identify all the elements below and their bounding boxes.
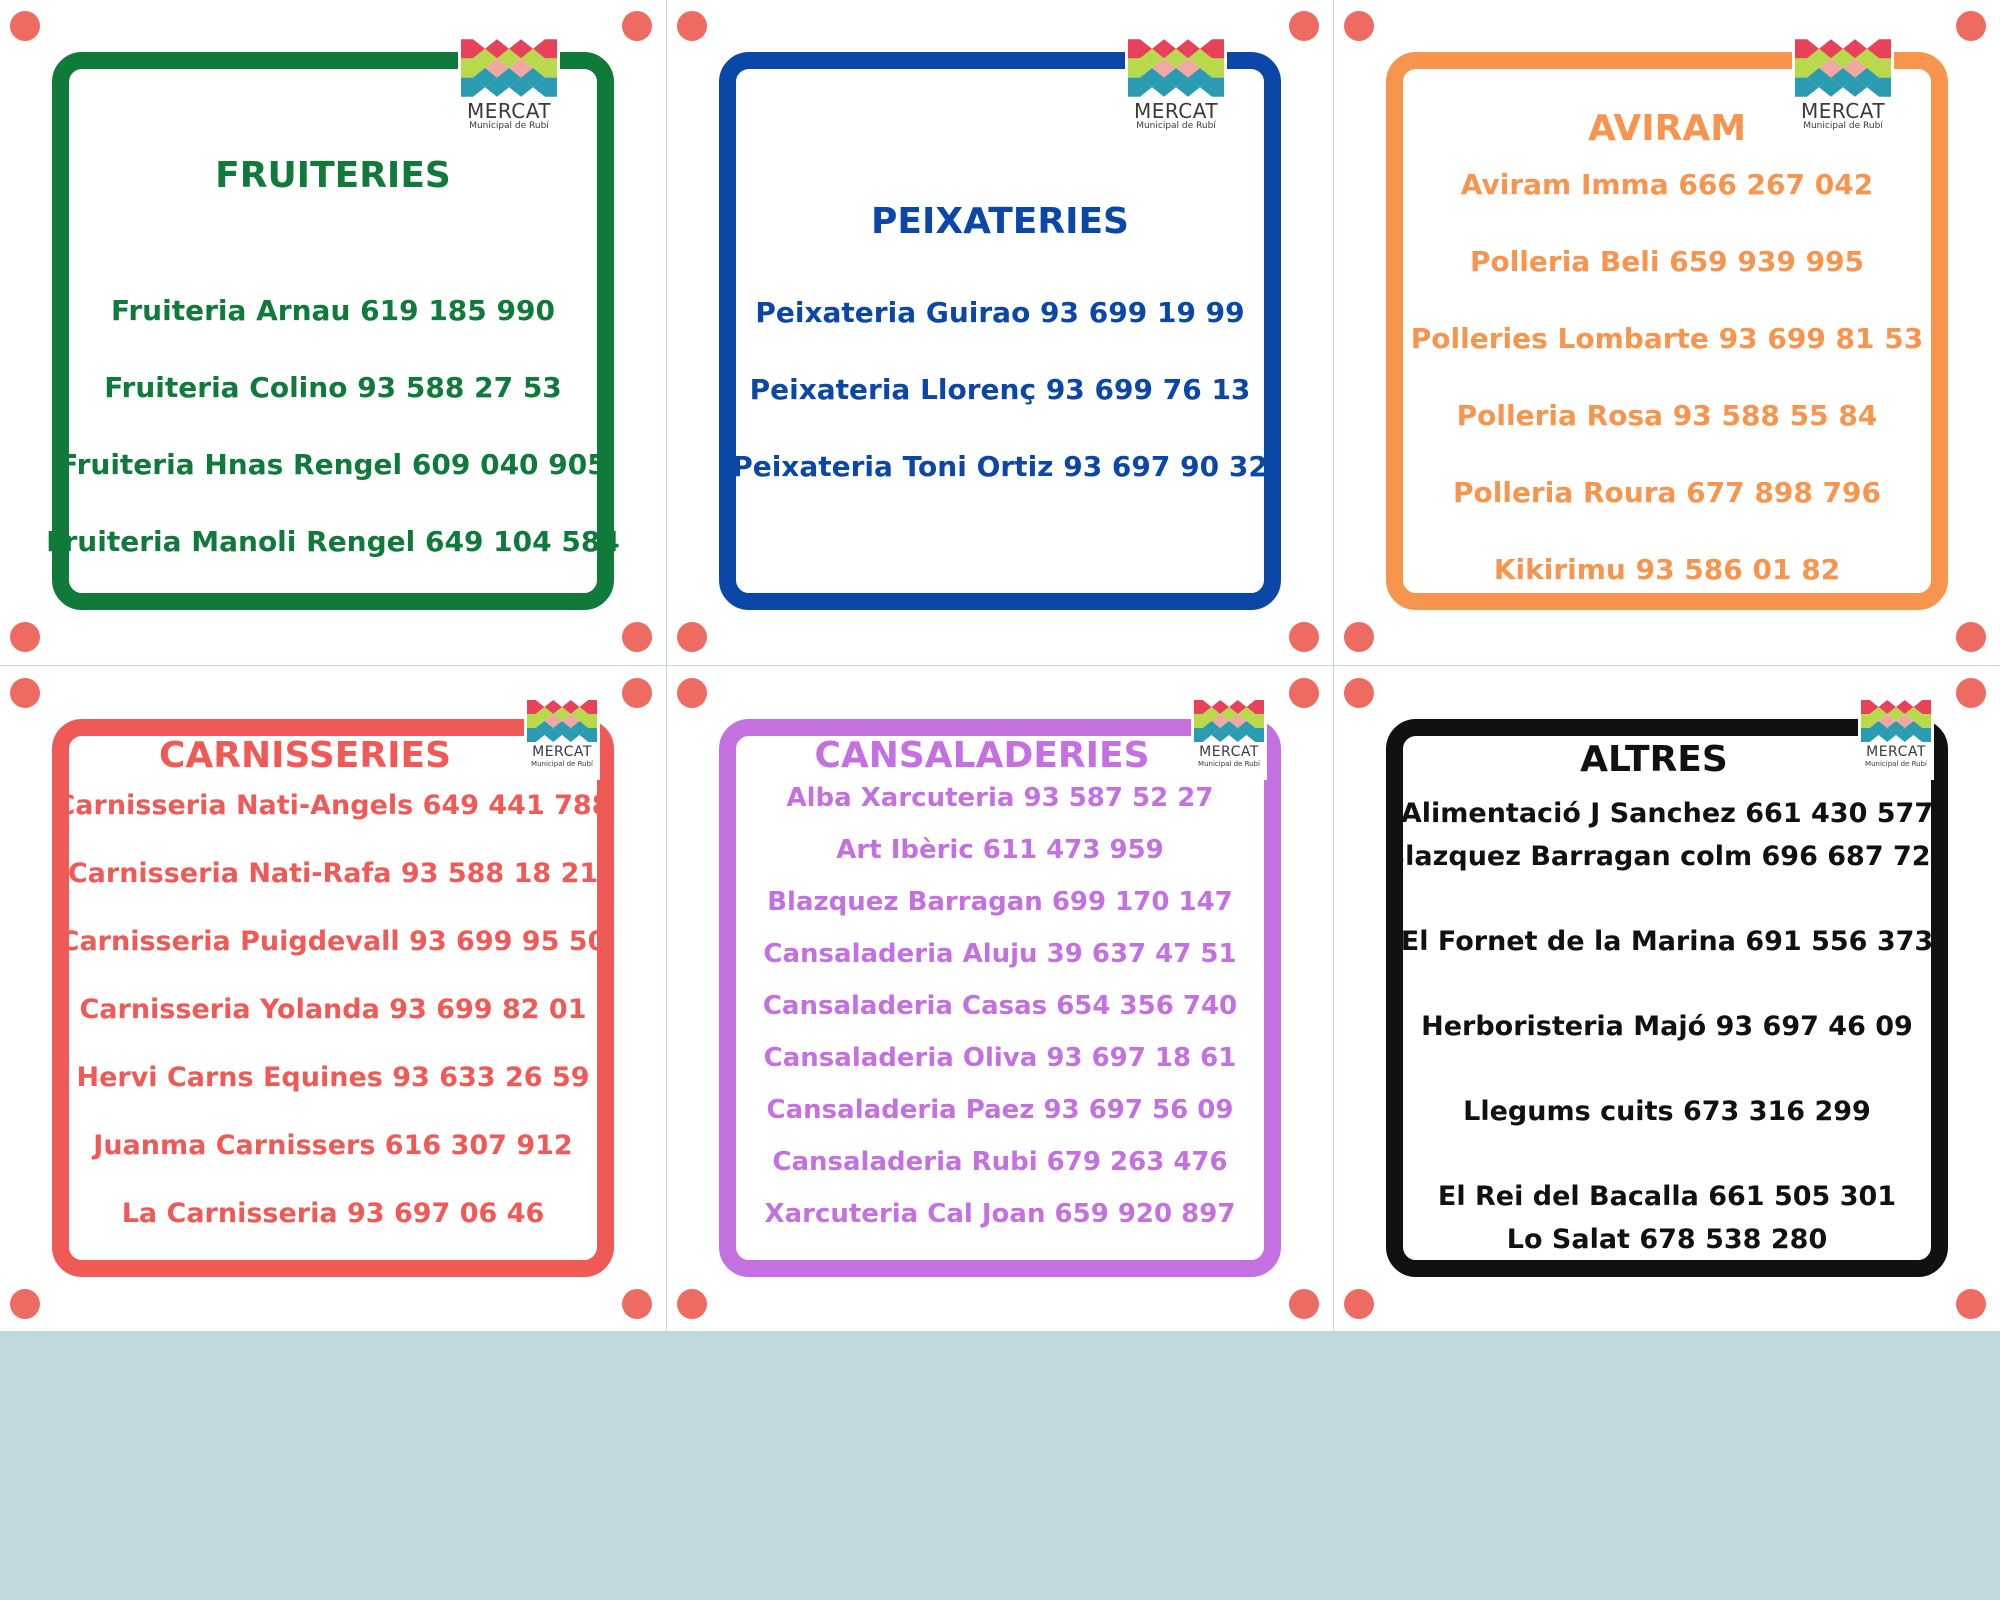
logo-wordmark: MERCAT xyxy=(1866,744,1926,760)
list-item: Art Ibèric 611 473 959 xyxy=(836,835,1164,865)
logo-subtitle: Municipal de Rubí xyxy=(469,121,549,131)
list-item: Fruiteria Hnas Rengel 609 040 905 xyxy=(59,448,607,481)
corner-dot xyxy=(622,622,652,652)
logo-wordmark: MERCAT xyxy=(532,744,592,760)
panel-altres xyxy=(1334,666,2000,1331)
list-item: Fruiteria Arnau 619 185 990 xyxy=(111,294,555,327)
panel-cansaladeries xyxy=(667,666,1333,1331)
shop-list xyxy=(1334,146,2000,608)
corner-dot xyxy=(1289,11,1319,41)
logo-subtitle: Municipal de Rubí xyxy=(1198,760,1260,768)
list-item: Llegums cuits 673 316 299 xyxy=(1463,1096,1871,1127)
corner-dot xyxy=(10,1289,40,1319)
shop-list xyxy=(1334,792,2000,1261)
list-item: Blazquez Barragan colm 696 687 723 xyxy=(1384,841,1950,872)
corner-dot xyxy=(10,678,40,708)
list-item: Fruiteria Colino 93 588 27 53 xyxy=(104,371,562,404)
list-item: Polleria Rosa 93 588 55 84 xyxy=(1456,399,1878,432)
mercat-logo xyxy=(458,36,560,144)
list-item: Cansaladeria Oliva 93 697 18 61 xyxy=(763,1043,1237,1073)
panel-title: CARNISSERIES xyxy=(159,735,451,776)
corner-dot xyxy=(1344,11,1374,41)
panel-fruiteries xyxy=(0,0,666,665)
logo-wordmark: MERCAT xyxy=(1199,744,1259,760)
corner-dot xyxy=(622,678,652,708)
list-item: Alimentació J Sanchez 661 430 577 xyxy=(1400,798,1934,829)
logo-subtitle: Municipal de Rubí xyxy=(1136,121,1216,131)
list-item: Lo Salat 678 538 280 xyxy=(1506,1224,1828,1255)
list-item: Xarcuteria Cal Joan 659 920 897 xyxy=(764,1199,1236,1229)
logo-subtitle: Municipal de Rubí xyxy=(531,760,593,768)
corner-dot xyxy=(677,11,707,41)
corner-dot xyxy=(1344,622,1374,652)
list-item: Carnisseria Puigdevall 93 699 95 50 xyxy=(59,926,607,957)
list-item: Polleria Beli 659 939 995 xyxy=(1469,245,1865,278)
corner-dot xyxy=(1289,1289,1319,1319)
panel-title: CANSALADERIES xyxy=(814,735,1150,776)
corner-dot xyxy=(677,1289,707,1319)
list-item: Carnisseria Nati-Angels 649 441 788 xyxy=(55,790,611,821)
list-item: Blazquez Barragan 699 170 147 xyxy=(767,887,1233,917)
corner-dot xyxy=(1956,678,1986,708)
shop-list xyxy=(0,272,666,580)
list-item: Herboristeria Majó 93 697 46 09 xyxy=(1421,1011,1913,1042)
shop-list xyxy=(667,772,1333,1240)
corner-dot xyxy=(1289,622,1319,652)
list-item: Polleria Roura 677 898 796 xyxy=(1452,476,1881,509)
corner-dot xyxy=(622,11,652,41)
shop-list xyxy=(0,772,666,1248)
panel-title: AVIRAM xyxy=(1587,108,1747,149)
list-item: El Rei del Bacalla 661 505 301 xyxy=(1437,1181,1897,1212)
list-item: Carnisseria Nati-Rafa 93 588 18 21 xyxy=(67,858,599,889)
list-item: Cansaladeria Rubi 679 263 476 xyxy=(772,1147,1228,1177)
list-item: Hervi Carns Equines 93 633 26 59 xyxy=(76,1062,590,1093)
corner-dot xyxy=(10,622,40,652)
list-item: El Fornet de la Marina 691 556 373 xyxy=(1400,926,1934,957)
mercat-logo xyxy=(1125,36,1227,144)
corner-dot xyxy=(1956,11,1986,41)
mercat-logo-mark xyxy=(461,36,557,100)
corner-dot xyxy=(677,678,707,708)
mercat-logo-mark xyxy=(1128,36,1224,100)
panel-title: FRUITERIES xyxy=(215,155,451,196)
corner-dot xyxy=(1956,622,1986,652)
panel-aviram xyxy=(1334,0,2000,665)
logo-wordmark: MERCAT xyxy=(1800,99,1886,123)
list-item: Juanma Carnissers 616 307 912 xyxy=(93,1130,573,1161)
list-item: Kikirimu 93 586 01 82 xyxy=(1493,553,1841,586)
mercat-logo-mark xyxy=(1795,36,1891,100)
corner-dot xyxy=(1344,678,1374,708)
panel-carnisseries xyxy=(0,666,666,1331)
logo-subtitle: Municipal de Rubí xyxy=(1865,760,1927,768)
corner-dot xyxy=(622,1289,652,1319)
list-item: La Carnisseria 93 697 06 46 xyxy=(121,1198,545,1229)
logo-wordmark: MERCAT xyxy=(466,99,552,123)
list-item: Cansaladeria Paez 93 697 56 09 xyxy=(766,1095,1234,1125)
panel-peixateries xyxy=(667,0,1333,665)
list-item: Polleries Lombarte 93 699 81 53 xyxy=(1410,322,1924,355)
logo-subtitle: Municipal de Rubí xyxy=(1803,121,1883,131)
panel-title: ALTRES xyxy=(1580,739,1728,780)
corner-dot xyxy=(10,11,40,41)
corner-dot xyxy=(1344,1289,1374,1319)
list-item: Cansaladeria Aluju 39 637 47 51 xyxy=(763,939,1237,969)
panel-title: PEIXATERIES xyxy=(871,201,1129,242)
list-item: Peixateria Llorenç 93 699 76 13 xyxy=(749,373,1251,406)
corner-dot xyxy=(1289,678,1319,708)
shop-list xyxy=(667,274,1333,505)
list-item: Carnisseria Yolanda 93 699 82 01 xyxy=(79,994,587,1025)
list-item: Alba Xarcuteria 93 587 52 27 xyxy=(786,783,1214,813)
corner-dot xyxy=(1956,1289,1986,1319)
list-item: Peixateria Guirao 93 699 19 99 xyxy=(755,296,1245,329)
list-item: Cansaladeria Casas 654 356 740 xyxy=(762,991,1238,1021)
list-item: Peixateria Toni Ortiz 93 697 90 32 xyxy=(732,450,1268,483)
list-item: Aviram Imma 666 267 042 xyxy=(1460,168,1874,201)
logo-wordmark: MERCAT xyxy=(1133,99,1219,123)
corner-dot xyxy=(677,622,707,652)
list-item: Fruiteria Manoli Rengel 649 104 584 xyxy=(46,525,620,558)
